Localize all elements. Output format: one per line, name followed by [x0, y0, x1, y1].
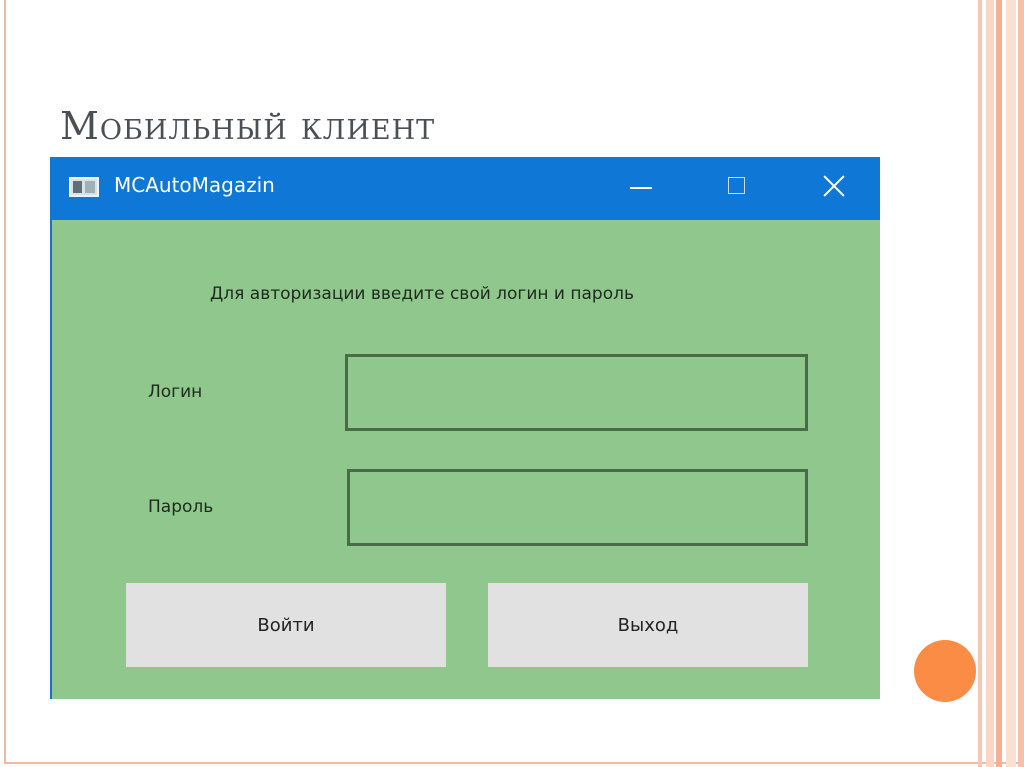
- password-label: Пароль: [148, 497, 214, 517]
- decor-stripe: [1006, 0, 1016, 767]
- minimize-icon: [630, 187, 652, 189]
- decor-stripe: [986, 0, 994, 767]
- accent-dot: [914, 640, 976, 702]
- window-title: MCAutoMagazin: [114, 173, 275, 197]
- login-button[interactable]: Войти: [126, 583, 446, 667]
- window-title-bar[interactable]: [50, 157, 880, 220]
- maximize-button[interactable]: [706, 157, 766, 220]
- decor-stripe: [978, 0, 982, 767]
- minimize-button[interactable]: [610, 157, 670, 220]
- auth-instruction: Для авторизации введите свой логин и пароль: [210, 284, 634, 304]
- window-app-icon: [69, 177, 99, 197]
- close-button[interactable]: [802, 157, 862, 220]
- maximize-icon: [728, 177, 745, 194]
- decor-stripe: [1018, 0, 1024, 767]
- login-label: Логин: [148, 382, 203, 402]
- login-input[interactable]: [345, 354, 808, 431]
- slide-title: Мобильный клиент: [60, 104, 436, 148]
- exit-button[interactable]: Выход: [488, 583, 808, 667]
- password-input[interactable]: [347, 469, 808, 546]
- app-window: [50, 157, 880, 699]
- decor-stripe: [996, 0, 1002, 767]
